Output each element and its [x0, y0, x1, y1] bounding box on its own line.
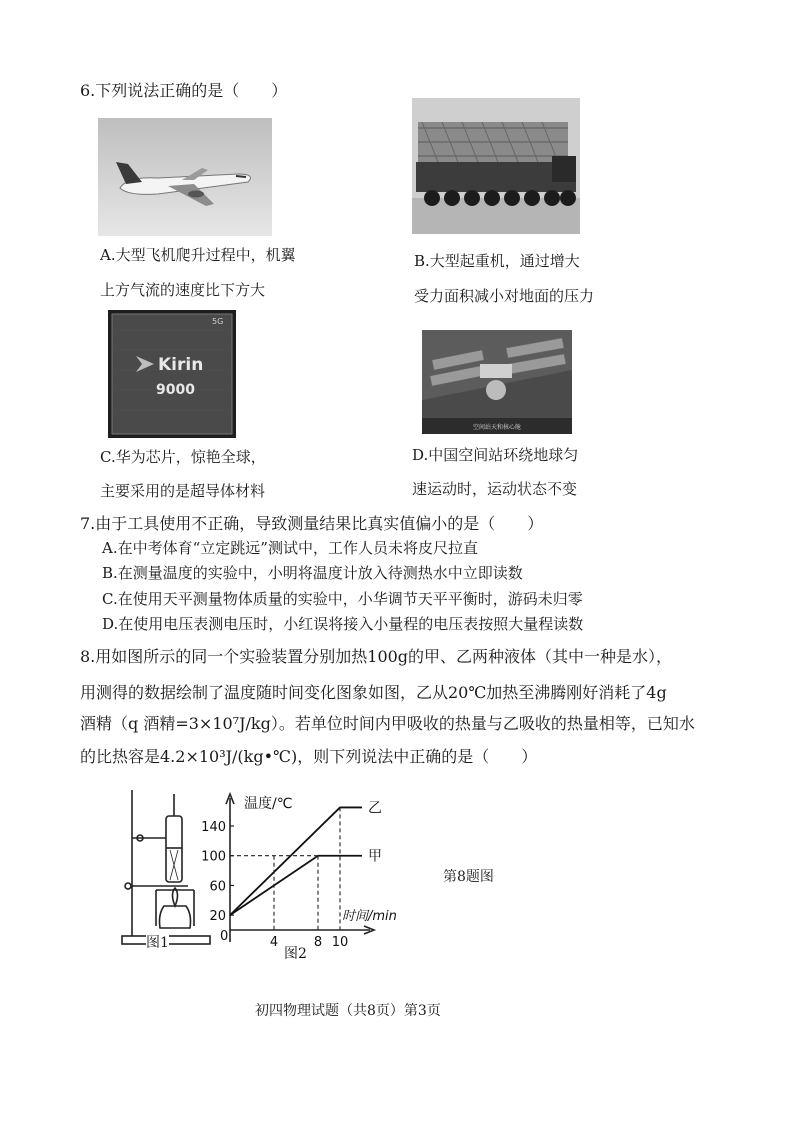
figure1-label: 图1 [146, 932, 169, 950]
q7-option-c: C.在使用天平测量物体质量的实验中，小华调节天平平衡时，游码未归零 [102, 590, 583, 608]
q8-line3: 酒精（q 酒精=3×10⁷J/kg）。若单位时间内甲吸收的热量与乙吸收的热量相等，已知水 [80, 714, 695, 733]
q6-option-c-line1: C.华为芯片，惊艳全球， [100, 448, 266, 466]
y-tick-label-2: 100 [201, 849, 226, 865]
q7-option-b: B.在测量温度的实验中，小明将温度计放入待测热水中立即读数 [102, 564, 523, 582]
chip-5g-badge: 5G [212, 317, 224, 326]
q8-line1: 8.用如图所示的同一个实验装置分别加热100g的甲、乙两种液体（其中一种是水）， [80, 647, 673, 666]
figure-caption: 第8题图 [443, 869, 494, 885]
q6-option-d-line2: 速运动时，运动状态不变 [412, 480, 578, 498]
y-tick-label-0: 20 [209, 909, 226, 925]
kirin-chip-photo [108, 310, 236, 438]
series-label-1: 甲 [368, 848, 382, 865]
y-axis-label: 温度/℃ [244, 796, 293, 812]
y-tick-label-1: 60 [209, 879, 226, 895]
x-tick-label-1: 4 [269, 935, 279, 950]
q6-option-b-line2: 受力面积减小对地面的压力 [414, 287, 595, 305]
space-station-photo [422, 330, 572, 434]
q8-line4: 的比热容是4.2×10³J/(kg•℃)，则下列说法中正确的是（ ） [80, 747, 538, 766]
series-line-0 [230, 807, 362, 915]
chip-model-text: 9000 [156, 382, 195, 398]
q6-option-a-line1: A.大型飞机爬升过程中，机翼 [100, 246, 296, 264]
q6-option-a-line2: 上方气流的速度比下方大 [100, 281, 266, 299]
origin-label: 0 [220, 929, 229, 944]
q6-option-c-line2: 主要采用的是超导体材料 [100, 482, 266, 500]
q7-option-d: D.在使用电压表测电压时，小红误将接入小量程的电压表按照大量程读数 [102, 615, 584, 633]
station-caption: 空间站天和核心舱 [472, 424, 522, 431]
q7-stem: 7.由于工具使用不正确，导致测量结果比真实值偏小的是（ ） [80, 514, 544, 533]
series-line-1 [230, 856, 362, 915]
y-tick-label-3: 140 [201, 820, 226, 835]
temperature-time-chart [200, 782, 440, 962]
q6-stem: 6.下列说法正确的是（ ） [80, 81, 288, 100]
x-tick-label-2: 8 [313, 935, 323, 950]
series-label-0: 乙 [368, 800, 382, 817]
q7-option-a: A.在中考体育“立定跳远”测试中，工作人员未将皮尺拉直 [102, 539, 478, 557]
airplane-photo [98, 118, 272, 236]
chip-brand-text: Kirin [158, 355, 204, 375]
x-tick-label-3: 10 [331, 935, 349, 950]
q8-line2: 用测得的数据绘制了温度随时间变化图象如图，乙从20℃加热至沸腾刚好消耗了4g [80, 683, 667, 702]
crane-photo [412, 98, 580, 234]
x-axis-label: 时间/min [342, 909, 397, 924]
figure2-label: 图2 [284, 946, 307, 962]
q6-option-d-line1: D.中国空间站环绕地球匀 [412, 446, 579, 464]
q6-option-b-line1: B.大型起重机，通过增大 [414, 252, 580, 270]
page-footer: 初四物理试题（共8页）第3页 [255, 1003, 441, 1019]
